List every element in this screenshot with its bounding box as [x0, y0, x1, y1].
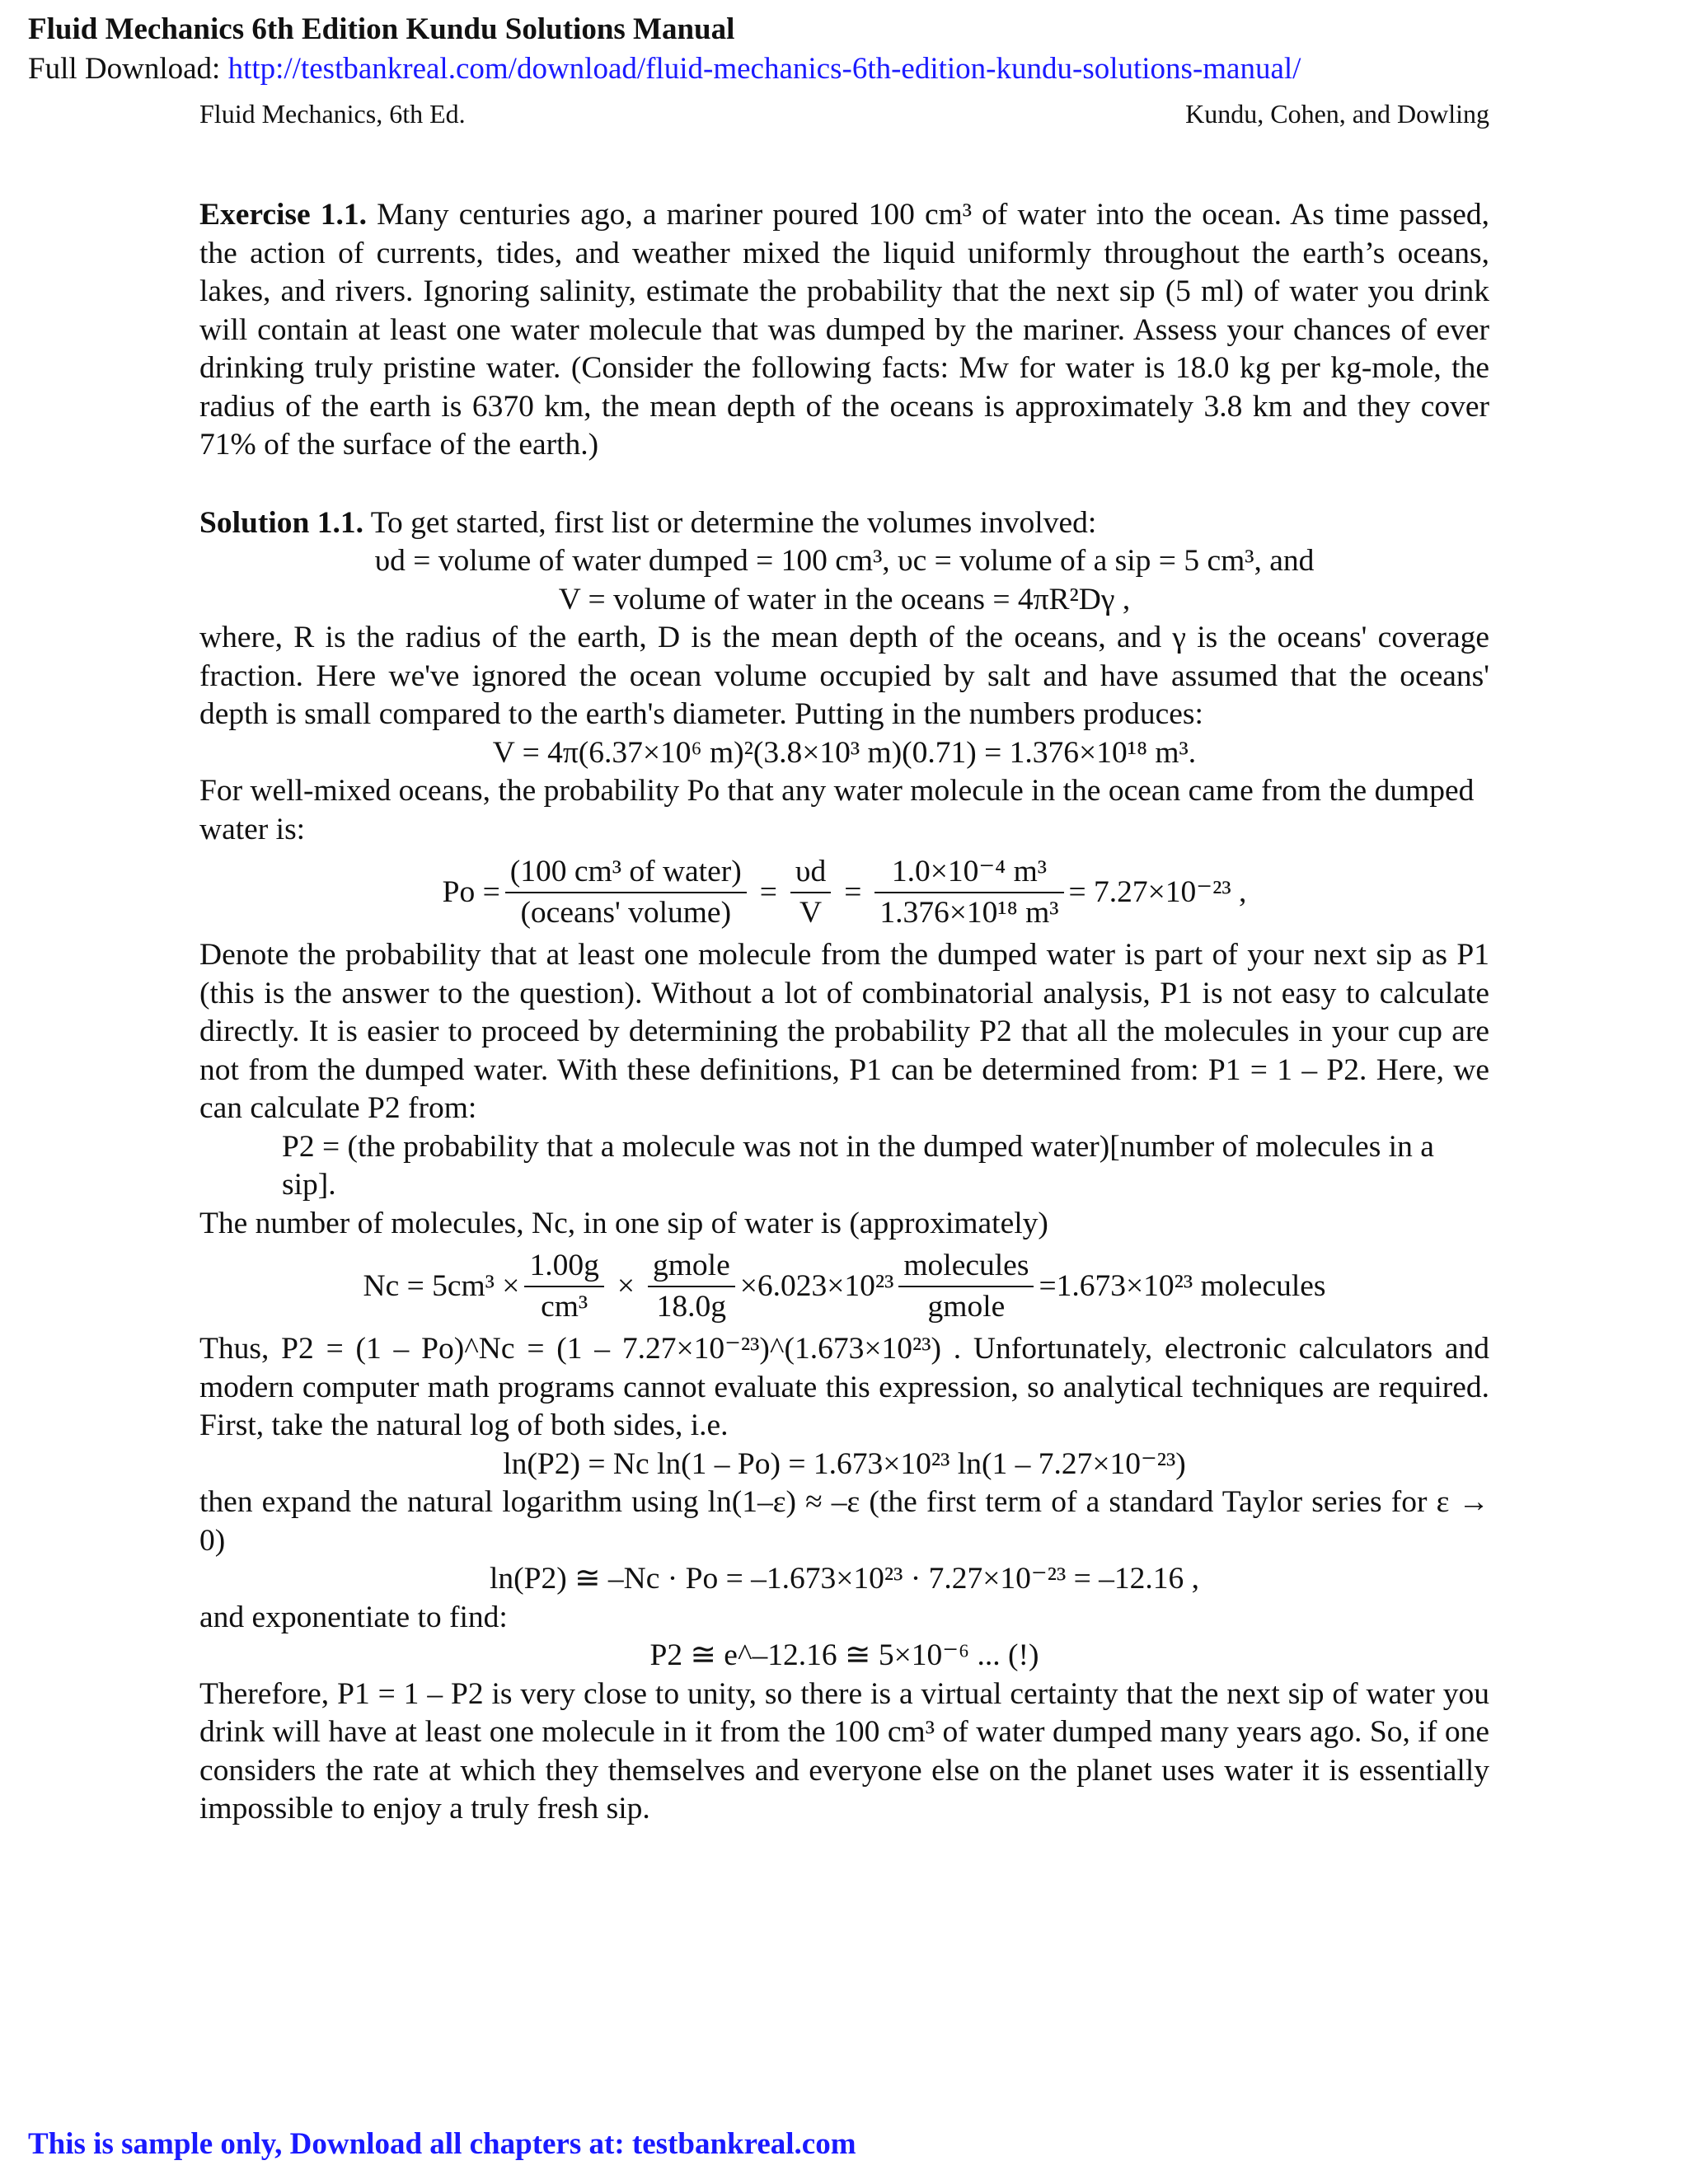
nc-fraction-1	[524, 1246, 603, 1327]
equation-exponentiate: P2 ≅ e^–12.16 ≅ 5×10⁻⁶ ... (!)	[649, 1638, 1039, 1672]
solution-intro-text: To get started, first list or determine the volumes involved:	[370, 505, 1097, 540]
po-fraction-1	[505, 852, 747, 933]
download-link[interactable]: http://testbankreal.com/download/fluid-mechanics-6th-edition-kundu-solutions-manual/	[227, 52, 1301, 86]
nc-middle: ×6.023×10²³	[739, 1268, 894, 1303]
nc-f3-numerator: molecules	[898, 1246, 1034, 1287]
nc-f1-denominator: cm³	[541, 1290, 588, 1324]
nc-lhs: Nc = 5cm³ ×	[363, 1268, 520, 1303]
equation-po: Po = $\frac{\text{(100 cm³ of water)}}{\text{(oceans' volume)}}$ = $\frac{\upsilon d}{V}$ = $\frac{\text{1.0×10⁻⁴ m³}}{\text{1.376×10¹⁸ m³}}$ = 7.27×10⁻²³ ,	[199, 852, 1489, 933]
solution-paragraph-1: where, R is the radius of the earth, D is the mean depth of the oceans, and γ is the oceans' coverage fraction. Here we've ignored the ocean volume occupied by salt and have assumed that the oceans' depth is small compared to the earth's diameter. Putting in the numbers produces:	[199, 621, 1489, 731]
nc-f2-denominator: 18.0g	[656, 1290, 727, 1324]
po-fraction-2	[790, 852, 831, 933]
nc-f3-denominator: gmole	[927, 1290, 1006, 1324]
equation-ocean-volume: V = 4π(6.37×10⁶ m)²(3.8×10³ m)(0.71) = 1.376×10¹⁸ m³.	[492, 735, 1197, 770]
equation-nc: Nc = 5cm³ × $\frac{1.00g}{\text{cm³}}$ × $\frac{\text{gmole}}{18.0g}$ ×6.023×10²³ $\frac{\text{molecules}}{\text{gmole}}$ =1.673×10²³ molecules	[199, 1246, 1489, 1327]
nc-fraction-3	[898, 1246, 1034, 1327]
download-label: Full Download:	[28, 52, 228, 86]
running-head-left: Fluid Mechanics, 6th Ed.	[199, 99, 466, 129]
solution-paragraph-2: For well-mixed oceans, the probability Po that any water molecule in the ocean came from the dumped water is:	[199, 774, 1475, 846]
footer-notice[interactable]: This is sample only, Download all chapters at: testbankreal.com	[28, 2127, 856, 2161]
po-f1-denominator: (oceans' volume)	[520, 896, 732, 930]
volume-definitions: υd = volume of water dumped = 100 cm³, υc = volume of a sip = 5 cm³, and	[374, 544, 1315, 578]
solution-paragraph-3: Denote the probability that at least one molecule from the dumped water is part of your next sip as P1 (this is the answer to the question). Without a lot of combinatorial analysis, P1 is not easy to calculate directly. It is easier to proceed by determining the probability P2 that all the molecules in your cup are not from the dumped water. With these definitions, P1 can be determined from: P1 = 1 – P2. Here, we can calculate P2 from:	[199, 938, 1489, 1125]
nc-fraction-2	[648, 1246, 735, 1327]
po-f2-denominator: V	[799, 896, 823, 930]
ocean-volume-definition: V = volume of water in the oceans = 4πR²Dγ ,	[558, 582, 1131, 616]
po-lhs: Po =	[442, 874, 500, 909]
exercise-paragraph	[199, 196, 1489, 465]
running-head-right: Kundu, Cohen, and Dowling	[1185, 99, 1489, 129]
po-f3-numerator: 1.0×10⁻⁴ m³	[874, 852, 1063, 893]
equation-ln: ln(P2) = Nc ln(1 – Po) = 1.673×10²³ ln(1 – 7.27×10⁻²³)	[503, 1446, 1186, 1481]
solution-paragraph-5: Thus, P2 = (1 – Po)^Nc = (1 – 7.27×10⁻²³)^(1.673×10²³) . Unfortunately, electronic calculators and modern computer math programs cannot evaluate this expression, so analytical techniques are required. First, take the natural log of both sides, i.e.	[199, 1332, 1489, 1442]
po-f2-numerator: υd	[790, 852, 831, 893]
nc-result: =1.673×10²³ molecules	[1039, 1268, 1326, 1303]
po-fraction-3	[874, 852, 1063, 933]
po-f1-numerator: (100 cm³ of water)	[505, 852, 747, 893]
download-line	[28, 51, 1301, 87]
exercise-body: Many centuries ago, a mariner poured 100 cm³ of water into the ocean. As time passed, the action of currents, tides, and weather mixed the liquid uniformly throughout the earth’s oceans, lakes, and rivers. Ignoring salinity, estimate the probability that the next sip (5 ml) of water you drink will contain at least one water molecule that was dumped by the mariner. Assess your chances of ever drinking truly pristine water. (Consider the following facts: Mw for water is 18.0 kg per kg-mole, the radius of the earth is 6370 km, the mean depth of the oceans is approximately 3.8 km and they cover 71% of the surface of the earth.)	[199, 198, 1490, 462]
solution-paragraph-7: and exponentiate to find:	[199, 1600, 508, 1634]
equation-p2-definition: P2 = (the probability that a molecule was not in the dumped water)[number of molecules in a sip].	[282, 1129, 1434, 1202]
solution-paragraph-4: The number of molecules, Nc, in one sip of water is (approximately)	[199, 1206, 1048, 1240]
solution-paragraph-8: Therefore, P1 = 1 – P2 is very close to unity, so there is a virtual certainty that the next sip of water you drink will have at least one molecule in it from the 100 cm³ of water dumped many years ago. So, if one considers the rate at which they themselves and everyone else on the planet uses water it is essentially impossible to enjoy a truly fresh sip.	[199, 1676, 1489, 1825]
nc-f1-numerator: 1.00g	[524, 1246, 603, 1287]
solution-intro	[199, 504, 1489, 543]
solution-label: Solution 1.1.	[199, 505, 364, 540]
nc-f2-numerator: gmole	[648, 1246, 735, 1287]
solution-paragraph-6: then expand the natural logarithm using ln(1–ε) ≈ –ε (the first term of a standard Taylor series for ε → 0)	[199, 1485, 1489, 1558]
exercise-label: Exercise 1.1.	[199, 198, 368, 232]
po-f3-denominator: 1.376×10¹⁸ m³	[879, 896, 1059, 930]
equation-ln-approx: ln(P2) ≅ –Nc · Po = –1.673×10²³ · 7.27×10⁻²³ = –12.16 ,	[490, 1562, 1199, 1596]
po-result: = 7.27×10⁻²³ ,	[1068, 874, 1247, 909]
banner-title: Fluid Mechanics 6th Edition Kundu Solutions Manual	[28, 12, 735, 46]
page-content	[199, 196, 1489, 1829]
